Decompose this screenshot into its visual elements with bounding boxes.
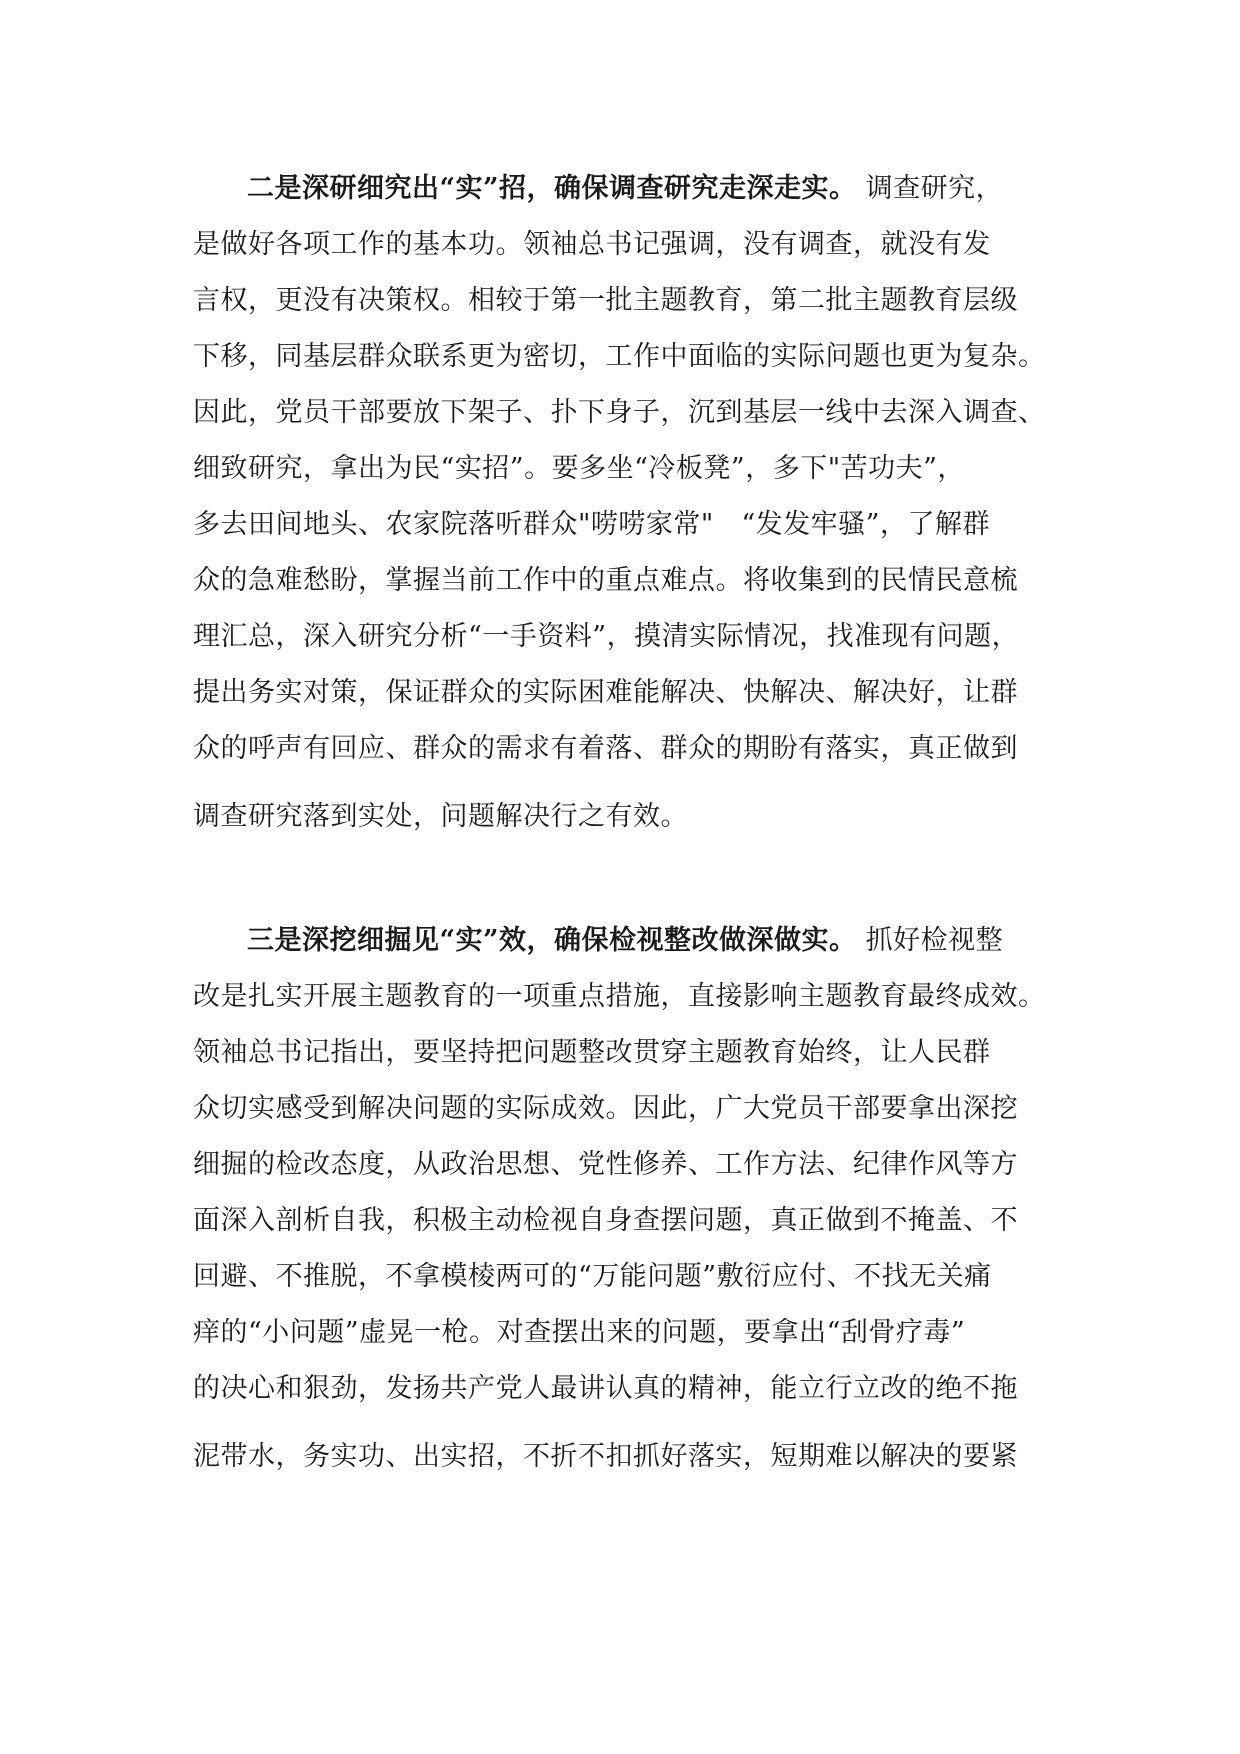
paragraph-line: 调查研究落到实处，问题解决行之有效。 bbox=[193, 801, 688, 832]
paragraph-line: 改是扎实开展主题教育的一项重点措施，直接影响主题教育最终成效。 bbox=[193, 981, 1046, 1012]
paragraph-line: 因此，党员干部要放下架子、扑下身子，沉到基层一线中去深入调查、 bbox=[193, 397, 1046, 428]
paragraph-line: 众切实感受到解决问题的实际成效。因此，广大党员干部要拿出深挖 bbox=[193, 1093, 1018, 1124]
paragraph-line: 言权，更没有决策权。相较于第一批主题教育，第二批主题教育层级 bbox=[193, 285, 1018, 316]
paragraph-rectification bbox=[193, 913, 1063, 1485]
paragraph-text: 调查研究， bbox=[856, 173, 1004, 204]
paragraph-line: 众的呼声有回应、群众的需求有着落、群众的期盼有落实，真正做到 bbox=[193, 733, 1018, 764]
paragraph-heading: 三是深挖细掘见“实”效，确保检视整改做深做实。 bbox=[247, 925, 857, 956]
paragraph-line: 痒的“小问题”虚晃一枪。对查摆出来的问题，要拿出“刮骨疗毒” bbox=[193, 1317, 966, 1348]
paragraph-line: 理汇总，深入研究分析“一手资料”，摸清实际情况，找准现有问题， bbox=[193, 621, 1020, 652]
paragraph-heading: 二是深研细究出“实”招，确保调查研究走深走实。 bbox=[247, 173, 857, 204]
paragraph-research bbox=[193, 161, 1063, 845]
paragraph-line: 回避、不推脱，不拿模棱两可的“万能问题”敷衍应付、不找无关痛 bbox=[193, 1261, 992, 1292]
paragraph-line: 的决心和狠劲，发扬共产党人最讲认真的精神，能立行立改的绝不拖 bbox=[193, 1373, 1018, 1404]
paragraph-line: 领袖总书记指出，要坚持把问题整改贯穿主题教育始终，让人民群 bbox=[193, 1037, 991, 1068]
paragraph-line: 众的急难愁盼，掌握当前工作中的重点难点。将收集到的民情民意梳 bbox=[193, 565, 1018, 596]
paragraph-first-line bbox=[193, 913, 1063, 969]
paragraph-line: 是做好各项工作的基本功。领袖总书记强调，没有调查，就没有发 bbox=[193, 229, 991, 260]
paragraph-text: 抓好检视整 bbox=[856, 925, 1004, 956]
paragraph-line: 多去田间地头、农家院落听群众"唠唠家常" “发发牢骚”，了解群 bbox=[193, 509, 990, 540]
paragraph-line: 下移，同基层群众联系更为密切，工作中面临的实际问题也更为复杂。 bbox=[193, 341, 1046, 372]
paragraph-line: 细致研究，拿出为民“实招”。要多坐“冷板凳”，多下"苦功夫”， bbox=[193, 453, 965, 484]
paragraph-line: 细掘的检改态度，从政治思想、党性修养、工作方法、纪律作风等方 bbox=[193, 1149, 1018, 1180]
paragraph-first-line bbox=[193, 161, 1063, 217]
paragraph-line: 面深入剖析自我，积极主动检视自身查摆问题，真正做到不掩盖、不 bbox=[193, 1205, 1018, 1236]
paragraph-line: 泥带水，务实功、出实招，不折不扣抓好落实，短期难以解决的要紧 bbox=[193, 1441, 1018, 1472]
paragraph-line: 提出务实对策，保证群众的实际困难能解决、快解决、解决好，让群 bbox=[193, 677, 1018, 708]
